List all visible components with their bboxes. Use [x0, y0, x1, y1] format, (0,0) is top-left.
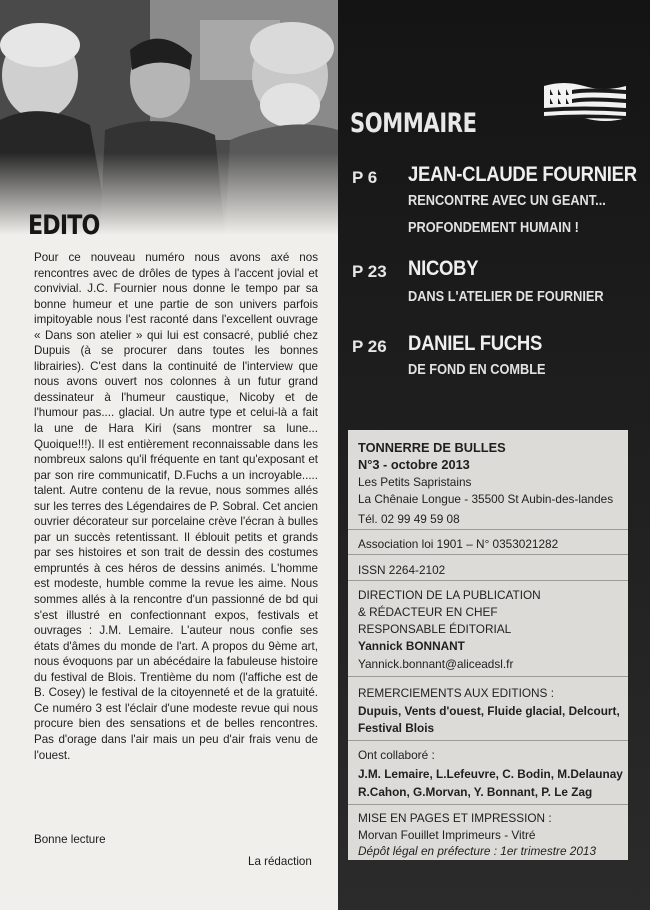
direction-line-1: DIRECTION DE LA PUBLICATION — [358, 588, 541, 602]
publication-name: TONNERRE DE BULLES — [358, 440, 506, 455]
direction-line-3: RESPONSABLE ÉDITORIAL — [358, 622, 512, 636]
entry-title-3: DANIEL FUCHS — [408, 332, 543, 355]
edito-body — [34, 250, 318, 763]
edito-signature: La rédaction — [248, 855, 312, 868]
director-email[interactable]: Yannick.bonnant@aliceadsl.fr — [358, 657, 514, 671]
print-title: MISE EN PAGES ET IMPRESSION : — [358, 811, 552, 825]
entry-subtitle-1a: RENCONTRE AVEC UN GEANT... — [408, 193, 606, 209]
entry-page-1: P 6 — [352, 168, 378, 187]
issue-number: N°3 - octobre 2013 — [358, 457, 470, 472]
divider — [348, 740, 628, 741]
contributors-title: Ont collaboré : — [358, 748, 435, 762]
divider — [348, 529, 628, 530]
address: La Chênaie Longue - 35500 St Aubin-des-landes — [358, 492, 614, 506]
breton-flag-icon — [542, 80, 628, 124]
director-name: Yannick BONNANT — [358, 639, 465, 653]
divider — [348, 580, 628, 581]
divider — [348, 554, 628, 555]
direction-line-2: & RÉDACTEUR EN CHEF — [358, 605, 498, 619]
sommaire-title: SOMMAIRE — [350, 108, 477, 139]
info-box — [348, 430, 628, 860]
entry-subtitle-3: DE FOND EN COMBLE — [408, 362, 546, 378]
thanks-title: REMERCIEMENTS AUX EDITIONS : — [358, 686, 554, 700]
divider — [348, 804, 628, 805]
entry-subtitle-1b: PROFONDEMENT HUMAIN ! — [408, 220, 579, 236]
divider — [348, 676, 628, 677]
publisher: Les Petits Sapristains — [358, 475, 472, 489]
issn: ISSN 2264-2102 — [358, 563, 446, 577]
association: Association loi 1901 – N° 0353021282 — [358, 537, 559, 551]
edito-closing: Bonne lecture — [34, 833, 106, 846]
entry-title-1: JEAN-CLAUDE FOURNIER — [408, 163, 637, 186]
contributors-line-1: J.M. Lemaire, L.Lefeuvre, C. Bodin, M.Delaunay — [358, 767, 623, 781]
phone: Tél. 02 99 49 59 08 — [358, 512, 460, 526]
cover-photo — [0, 0, 338, 235]
legal-deposit: Dépôt légal en préfecture : 1er trimestre 2013 — [358, 844, 597, 858]
three-men-photo-illustration — [0, 0, 338, 235]
entry-page-2: P 23 — [352, 262, 387, 281]
entry-page-3: P 26 — [352, 337, 387, 356]
thanks-line-2: Festival Blois — [358, 721, 435, 735]
entry-subtitle-2: DANS L'ATELIER DE FOURNIER — [408, 289, 604, 305]
edito-title: EDITO — [28, 210, 100, 241]
thanks-line-1: Dupuis, Vents d'ouest, Fluide glacial, Delcourt, — [358, 704, 620, 718]
printer: Morvan Fouillet Imprimeurs - Vitré — [358, 828, 536, 842]
edito-paragraph: Pour ce nouveau numéro nous avons axé nos rencontres avec de drôles de types à l'accent jovial et convivial. J.C. Fournier nous donne le tempo par sa bonne humeur et une partie de son univers parfois impitoyable nous l'est raconté dans l'excellent ouvrage « Dans son atelier » qui lui est consacré, publié chez Dupuis (à se procurer dans toutes les bonnes librairies). C'est dans la continuité de l'interview que nous avons ouvert nos colonnes à un futur grand dessinateur à l'humeur caustique, Nicoby et de l'humour pas.... glacial. Un autre type et celui-là a fait la une de Hara Kiri (sans montrer sa lune... Quoique!!!). Il est entièrement reconnaissable dans les nombreux salons qu'il fréquente en tant qu'exposant et par son rire communicatif, D.Fuchs a un incroyable..... talent. Autre contenu de la revue, nous sommes allés sur les terres des Légendaires de P. Sobral. Cet ancien ouvrier décorateur sur porcelaine crève l'écran à bulles par un succès retentissant. Il éblouit petits et grands par ses histoires et son trait de dessin des costumes empruntés à ces héros de dessins animés. L'homme est modeste, humble comme la revue les aime. Nous sommes allés à la rencontre d'un passionné de bd qui s'est illustré en confectionnant expos, festivals et ouvrages : J.M. Lemaire. L'auteur nous confie ses états d'âmes du monde de l'art. A propos du 9ème art, nous évoquons par un abécédaire la fabuleuse histoire du festival de Blois. Trentième du nom (l'affiche est de B. Cosey) le festival de la citoyenneté et de la gratuité. Ce numéro 3 est l'éclair d'une modeste revue qui nous procure bien des sensations et de belles rencontres. Pas d'orage dans l'air mais un peu d'air frais venu de l'ouest. — [34, 251, 318, 762]
entry-title-2: NICOBY — [408, 257, 479, 280]
contributors-line-2: R.Cahon, G.Morvan, Y. Bonnant, P. Le Zag — [358, 785, 593, 799]
